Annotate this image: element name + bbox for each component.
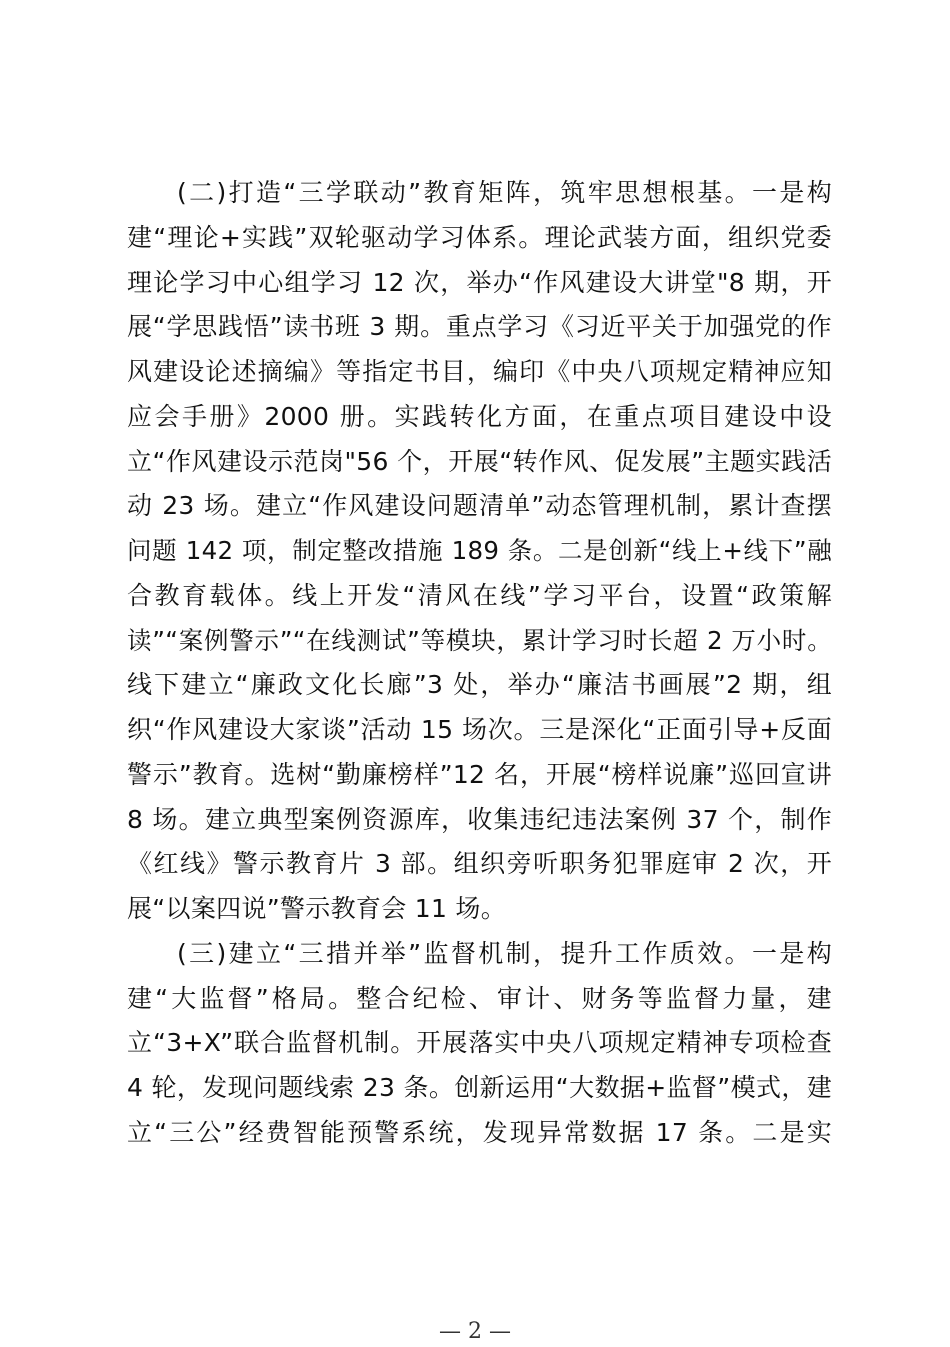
paragraph-2-line-9: 问题 142 项，制定整改措施 189 条。二是创新“线上+线下”融 bbox=[127, 536, 832, 565]
paragraph-2-line-14: 警示”教育。选树“勤廉榜样”12 名，开展“榜样说廉”巡回宣讲 bbox=[127, 760, 832, 789]
paragraph-2-line-2: 建“理论+实践”双轮驱动学习体系。理论武装方面，组织党委 bbox=[127, 223, 832, 252]
page-number: — 2 — bbox=[439, 1319, 511, 1344]
paragraph-2-line-8: 动 23 场。建立“作风建设问题清单”动态管理机制，累计查摆 bbox=[127, 491, 832, 520]
paragraph-2-line-16: 《红线》警示教育片 3 部。组织旁听职务犯罪庭审 2 次，开 bbox=[127, 849, 832, 878]
paragraph-2-line-5: 风建设论述摘编》等指定书目，编印《中央八项规定精神应知 bbox=[127, 357, 832, 386]
paragraph-2-line-7: 立“作风建设示范岗"56 个，开展“转作风、促发展”主题实践活 bbox=[127, 447, 832, 476]
paragraph-2-line-15: 8 场。建立典型案例资源库，收集违纪违法案例 37 个，制作 bbox=[127, 805, 832, 834]
paragraph-3-line-5: 立“三公”经费智能预警系统，发现异常数据 17 条。二是实 bbox=[127, 1118, 832, 1147]
paragraph-3-line-4: 4 轮，发现问题线索 23 条。创新运用“大数据+监督”模式，建 bbox=[127, 1073, 832, 1102]
paragraph-2-line-4: 展“学思践悟”读书班 3 期。重点学习《习近平关于加强党的作 bbox=[127, 312, 832, 341]
paragraph-2-line-17: 展“以案四说”警示教育会 11 场。 bbox=[127, 894, 507, 923]
paragraph-2-line-10: 合教育载体。线上开发“清风在线”学习平台，设置“政策解 bbox=[127, 581, 832, 610]
paragraph-2-line-13: 织“作风建设大家谈”活动 15 场次。三是深化“正面引导+反面 bbox=[127, 715, 832, 744]
paragraph-3-line-2: 建“大监督”格局。整合纪检、审计、财务等监督力量，建 bbox=[127, 984, 832, 1013]
paragraph-2-line-3: 理论学习中心组学习 12 次，举办“作风建设大讲堂"8 期，开 bbox=[127, 268, 832, 297]
paragraph-3-line-1: (三)建立“三措并举”监督机制，提升工作质效。一是构 bbox=[177, 939, 832, 968]
paragraph-2-line-1: (二)打造“三学联动”教育矩阵，筑牢思想根基。一是构 bbox=[177, 178, 832, 207]
paragraph-3-line-3: 立“3+X”联合监督机制。开展落实中央八项规定精神专项检查 bbox=[127, 1028, 832, 1057]
paragraph-2-line-6: 应会手册》2000 册。实践转化方面，在重点项目建设中设 bbox=[127, 402, 832, 431]
paragraph-2-line-12: 线下建立“廉政文化长廊”3 处，举办“廉洁书画展”2 期，组 bbox=[127, 670, 832, 699]
paragraph-2-line-11: 读”“案例警示”“在线测试”等模块，累计学习时长超 2 万小时。 bbox=[127, 626, 832, 655]
